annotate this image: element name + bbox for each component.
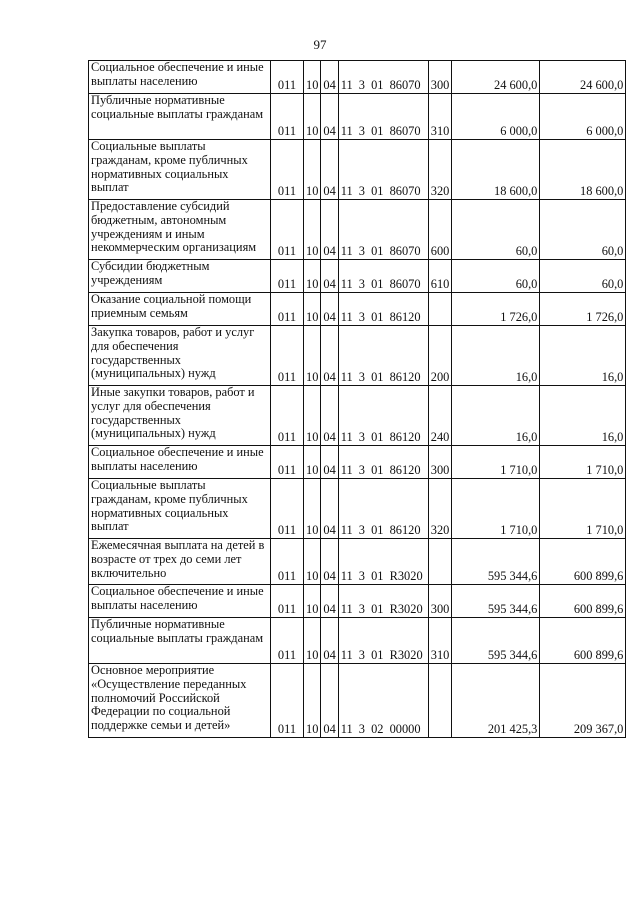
expense-type-cell: 300 xyxy=(428,585,452,618)
ministry-code-cell: 011 xyxy=(271,326,304,386)
table-row xyxy=(89,386,626,446)
table-row xyxy=(89,260,626,293)
amount-year-1-cell: 595 344,6 xyxy=(452,539,540,585)
item-name-cell: Основное мероприятие «Осуществление переданных полномочий Российской Федерации по социальной поддержке семьи и детей» xyxy=(89,664,271,738)
section-code-cell: 10 xyxy=(304,664,321,738)
amount-year-1-cell: 595 344,6 xyxy=(452,618,540,664)
expense-type-cell: 300 xyxy=(428,446,452,479)
target-article-cell: 11 3 01 R3020 xyxy=(338,618,428,664)
item-name-cell: Публичные нормативные социальные выплаты гражданам xyxy=(89,618,271,664)
subsection-code-cell: 04 xyxy=(321,140,338,200)
section-code-cell: 10 xyxy=(304,386,321,446)
item-name-cell: Социальное обеспечение и иные выплаты населению xyxy=(89,585,271,618)
item-name-cell: Ежемесячная выплата на детей в возрасте от трех до семи лет включительно xyxy=(89,539,271,585)
section-code-cell: 10 xyxy=(304,446,321,479)
table-row xyxy=(89,446,626,479)
expense-type-cell: 610 xyxy=(428,260,452,293)
amount-year-2-cell: 60,0 xyxy=(540,200,626,260)
section-code-cell: 10 xyxy=(304,293,321,326)
table-row xyxy=(89,585,626,618)
expense-type-cell xyxy=(428,293,452,326)
subsection-code-cell: 04 xyxy=(321,386,338,446)
amount-year-2-cell: 16,0 xyxy=(540,386,626,446)
subsection-code-cell: 04 xyxy=(321,61,338,94)
target-article-cell: 11 3 01 86070 xyxy=(338,94,428,140)
amount-year-1-cell: 18 600,0 xyxy=(452,140,540,200)
amount-year-1-cell: 6 000,0 xyxy=(452,94,540,140)
ministry-code-cell: 011 xyxy=(271,200,304,260)
expense-type-cell: 600 xyxy=(428,200,452,260)
ministry-code-cell: 011 xyxy=(271,446,304,479)
section-code-cell: 10 xyxy=(304,94,321,140)
subsection-code-cell: 04 xyxy=(321,479,338,539)
ministry-code-cell: 011 xyxy=(271,293,304,326)
amount-year-2-cell: 6 000,0 xyxy=(540,94,626,140)
amount-year-2-cell: 16,0 xyxy=(540,326,626,386)
ministry-code-cell: 011 xyxy=(271,260,304,293)
amount-year-1-cell: 1 726,0 xyxy=(452,293,540,326)
table-row xyxy=(89,326,626,386)
ministry-code-cell: 011 xyxy=(271,61,304,94)
target-article-cell: 11 3 01 R3020 xyxy=(338,585,428,618)
section-code-cell: 10 xyxy=(304,618,321,664)
target-article-cell: 11 3 01 86120 xyxy=(338,326,428,386)
section-code-cell: 10 xyxy=(304,200,321,260)
subsection-code-cell: 04 xyxy=(321,260,338,293)
amount-year-1-cell: 16,0 xyxy=(452,386,540,446)
amount-year-2-cell: 600 899,6 xyxy=(540,618,626,664)
section-code-cell: 10 xyxy=(304,539,321,585)
subsection-code-cell: 04 xyxy=(321,446,338,479)
target-article-cell: 11 3 01 86120 xyxy=(338,446,428,479)
item-name-cell: Субсидии бюджетным учреждениям xyxy=(89,260,271,293)
amount-year-1-cell: 24 600,0 xyxy=(452,61,540,94)
subsection-code-cell: 04 xyxy=(321,585,338,618)
amount-year-1-cell: 1 710,0 xyxy=(452,446,540,479)
target-article-cell: 11 3 01 86120 xyxy=(338,293,428,326)
amount-year-1-cell: 595 344,6 xyxy=(452,585,540,618)
amount-year-1-cell: 1 710,0 xyxy=(452,479,540,539)
expense-type-cell: 310 xyxy=(428,94,452,140)
table-row xyxy=(89,140,626,200)
amount-year-2-cell: 209 367,0 xyxy=(540,664,626,738)
table-row xyxy=(89,61,626,94)
budget-table xyxy=(88,60,626,738)
subsection-code-cell: 04 xyxy=(321,664,338,738)
target-article-cell: 11 3 01 86070 xyxy=(338,200,428,260)
expense-type-cell xyxy=(428,664,452,738)
subsection-code-cell: 04 xyxy=(321,539,338,585)
table-row xyxy=(89,479,626,539)
item-name-cell: Закупка товаров, работ и услуг для обеспечения государственных (муниципальных) нужд xyxy=(89,326,271,386)
ministry-code-cell: 011 xyxy=(271,94,304,140)
expense-type-cell: 310 xyxy=(428,618,452,664)
section-code-cell: 10 xyxy=(304,326,321,386)
expense-type-cell: 300 xyxy=(428,61,452,94)
page-number: 97 xyxy=(313,37,327,52)
section-code-cell: 10 xyxy=(304,140,321,200)
amount-year-2-cell: 600 899,6 xyxy=(540,539,626,585)
expense-type-cell: 240 xyxy=(428,386,452,446)
amount-year-2-cell: 1 726,0 xyxy=(540,293,626,326)
table-row xyxy=(89,539,626,585)
target-article-cell: 11 3 01 86070 xyxy=(338,260,428,293)
amount-year-2-cell: 1 710,0 xyxy=(540,479,626,539)
item-name-cell: Иные закупки товаров, работ и услуг для обеспечения государственных (муниципальных) нужд xyxy=(89,386,271,446)
expense-type-cell xyxy=(428,539,452,585)
section-code-cell: 10 xyxy=(304,479,321,539)
target-article-cell: 11 3 01 86070 xyxy=(338,140,428,200)
subsection-code-cell: 04 xyxy=(321,200,338,260)
ministry-code-cell: 011 xyxy=(271,386,304,446)
item-name-cell: Оказание социальной помощи приемным семьям xyxy=(89,293,271,326)
ministry-code-cell: 011 xyxy=(271,479,304,539)
table-row xyxy=(89,94,626,140)
table-row xyxy=(89,664,626,738)
subsection-code-cell: 04 xyxy=(321,293,338,326)
item-name-cell: Социальное обеспечение и иные выплаты населению xyxy=(89,61,271,94)
expense-type-cell: 200 xyxy=(428,326,452,386)
subsection-code-cell: 04 xyxy=(321,618,338,664)
expense-type-cell: 320 xyxy=(428,140,452,200)
section-code-cell: 10 xyxy=(304,585,321,618)
target-article-cell: 11 3 02 00000 xyxy=(338,664,428,738)
target-article-cell: 11 3 01 R3020 xyxy=(338,539,428,585)
target-article-cell: 11 3 01 86120 xyxy=(338,386,428,446)
item-name-cell: Предоставление субсидий бюджетным, автономным учреждениям и иным некоммерческим организациям xyxy=(89,200,271,260)
table-row xyxy=(89,200,626,260)
amount-year-1-cell: 201 425,3 xyxy=(452,664,540,738)
amount-year-2-cell: 60,0 xyxy=(540,260,626,293)
amount-year-2-cell: 18 600,0 xyxy=(540,140,626,200)
ministry-code-cell: 011 xyxy=(271,664,304,738)
target-article-cell: 11 3 01 86120 xyxy=(338,479,428,539)
amount-year-1-cell: 60,0 xyxy=(452,200,540,260)
ministry-code-cell: 011 xyxy=(271,140,304,200)
item-name-cell: Публичные нормативные социальные выплаты гражданам xyxy=(89,94,271,140)
ministry-code-cell: 011 xyxy=(271,539,304,585)
target-article-cell: 11 3 01 86070 xyxy=(338,61,428,94)
amount-year-1-cell: 60,0 xyxy=(452,260,540,293)
item-name-cell: Социальное обеспечение и иные выплаты населению xyxy=(89,446,271,479)
ministry-code-cell: 011 xyxy=(271,585,304,618)
subsection-code-cell: 04 xyxy=(321,94,338,140)
table-row xyxy=(89,618,626,664)
amount-year-1-cell: 16,0 xyxy=(452,326,540,386)
amount-year-2-cell: 600 899,6 xyxy=(540,585,626,618)
expense-type-cell: 320 xyxy=(428,479,452,539)
ministry-code-cell: 011 xyxy=(271,618,304,664)
subsection-code-cell: 04 xyxy=(321,326,338,386)
section-code-cell: 10 xyxy=(304,260,321,293)
section-code-cell: 10 xyxy=(304,61,321,94)
amount-year-2-cell: 24 600,0 xyxy=(540,61,626,94)
amount-year-2-cell: 1 710,0 xyxy=(540,446,626,479)
item-name-cell: Социальные выплаты гражданам, кроме публичных нормативных социальных выплат xyxy=(89,479,271,539)
table-row xyxy=(89,293,626,326)
item-name-cell: Социальные выплаты гражданам, кроме публичных нормативных социальных выплат xyxy=(89,140,271,200)
